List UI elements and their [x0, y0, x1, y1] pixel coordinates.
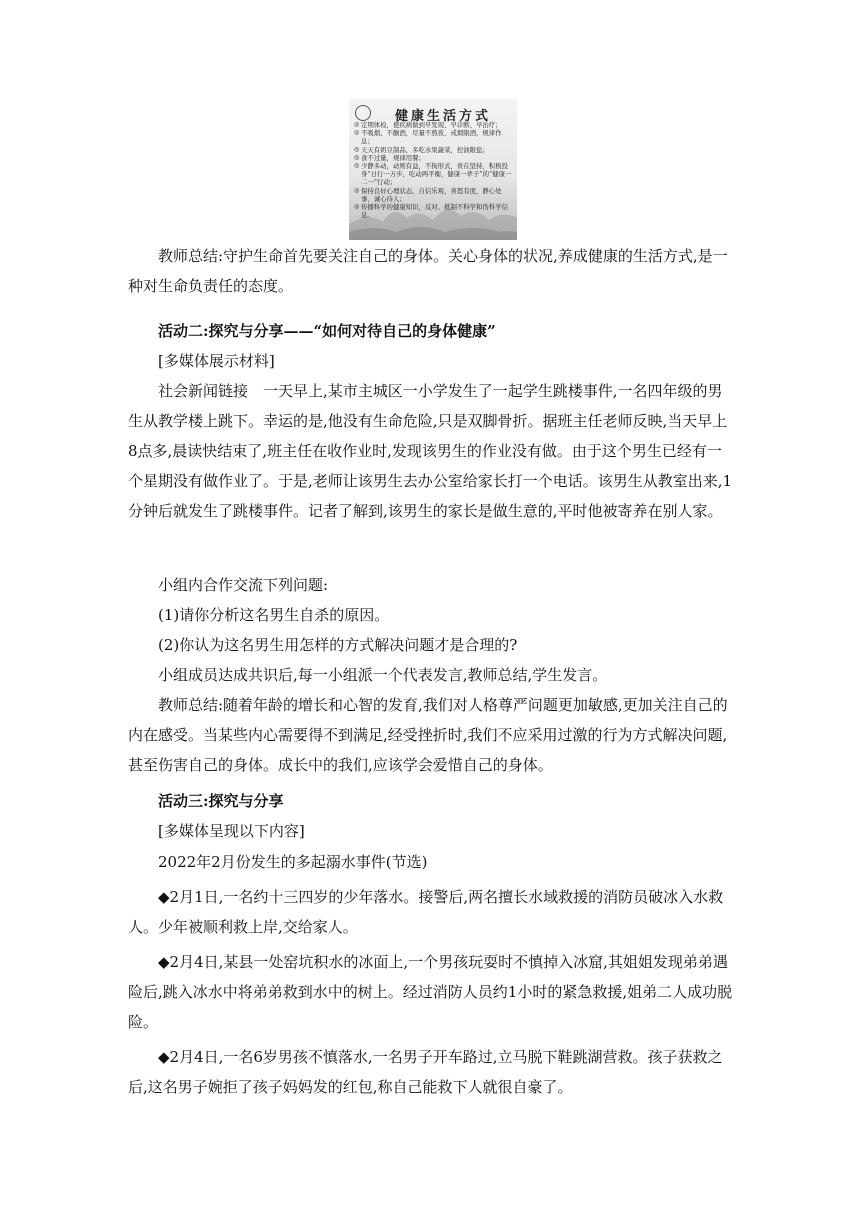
event-item: ◆2月4日,某县一处窑坑积水的冰面上,一个男孩玩耍时不慎掉入冰窟,其姐姐发现弟弟遇险后,跳入冰水中将弟弟救到水中的树上。经过消防人员约1小时的紧急救援,姐弟二人成功脱险。: [128, 953, 733, 1031]
question-1: (1)请你分析这名男生自杀的原因。: [158, 606, 390, 624]
group-discussion-prompt: 小组内合作交流下列问题:: [158, 576, 329, 594]
figures-silhouette-icon: [349, 194, 517, 240]
logo-icon: [355, 105, 371, 121]
group-consensus-note: 小组成员达成共识后,每一小组派一个代表发言,教师总结,学生发言。: [158, 666, 608, 684]
activity-3-heading: 活动三:探究与分享: [158, 792, 284, 810]
healthy-lifestyle-poster: [349, 99, 517, 240]
poster-title: 健康生活方式: [395, 109, 492, 124]
teacher-summary-2: 教师总结:随着年龄的增长和心智的发育,我们对人格尊严问题更加敏感,更加关注自己的内在感受。当某些内心需要得不到满足,经受挫折时,我们不应采用过激的行为方式解决问题,甚至伤害自己的身体。成长中的我们,应该学会爱惜自己的身体。: [128, 696, 728, 774]
poster-item: ◎ 传播科学的健康知识，反对、抵制不科学和伪科学信息。: [354, 203, 514, 219]
poster-item: ◎ 食不过量，规律用餐；: [354, 154, 514, 162]
poster-item: ◎ 不吸烟、不酗酒，尽量不熬夜，戒烟限酒，规律作息；: [354, 129, 514, 145]
multimedia-note-1: [多媒体展示材料]: [158, 352, 275, 370]
multimedia-note-2: [多媒体呈现以下内容]: [158, 822, 305, 840]
poster-item: ◎ 保持良好心理状态，自信乐观，喜怒有度，静心处事，诚心待人；: [354, 187, 514, 203]
activity-2-heading: 活动二:探究与分享——“如何对待自己的身体健康”: [158, 322, 496, 340]
drowning-events-title: 2022年2月份发生的多起溺水事件(节选): [158, 853, 428, 871]
question-2: (2)你认为这名男生用怎样的方式解决问题才是合理的?: [158, 636, 518, 654]
event-item: ◆2月4日,一名6岁男孩不慎落水,一名男子开车路过,立马脱下鞋跳湖营救。孩子获救之后,这名男子婉拒了孩子妈妈发的红包,称自己能救下人就很自豪了。: [128, 1048, 723, 1096]
news-link-paragraph: 社会新闻链接 一天早上,某市主城区一小学发生了一起学生跳楼事件,一名四年级的男生从教学楼上跳下。幸运的是,他没有生命危险,只是双脚骨折。据班主任老师反映,当天早上8点多,晨读快结束了,班主任在收作业时,发现该男生的作业没有做。由于这个男生已经有一个星期没有做作业了。于是,老师让该男生去办公室给家长打一个电话。该男生从教室出来,1分钟后就发生了跳楼事件。记者了解到,该男生的家长是做生意的,平时他被寄养在别人家。: [128, 382, 733, 520]
poster-item: ◎ 定期体检，使疾病做到早发现、早诊断、早治疗；: [354, 121, 514, 129]
event-item: ◆2月1日,一名约十三四岁的少年落水。接警后,两名擅长水域救援的消防员破冰入水救人。少年被顺利救上岸,交给家人。: [128, 888, 724, 936]
poster-item: ◎ 天天有奶豆制品，多吃水果蔬菜，控油限盐；: [354, 146, 514, 154]
teacher-summary-1: 教师总结:守护生命首先要关注自己的身体。关心身体的状况,养成健康的生活方式,是一种对生命负责任的态度。: [128, 247, 728, 295]
poster-item: ◎ 少静多动，动则有益，不拘形式，贵在坚持，积极投身“日行一万步，吃动两平衡，健康一辈子”的“健康一二一”行动；: [354, 162, 514, 187]
